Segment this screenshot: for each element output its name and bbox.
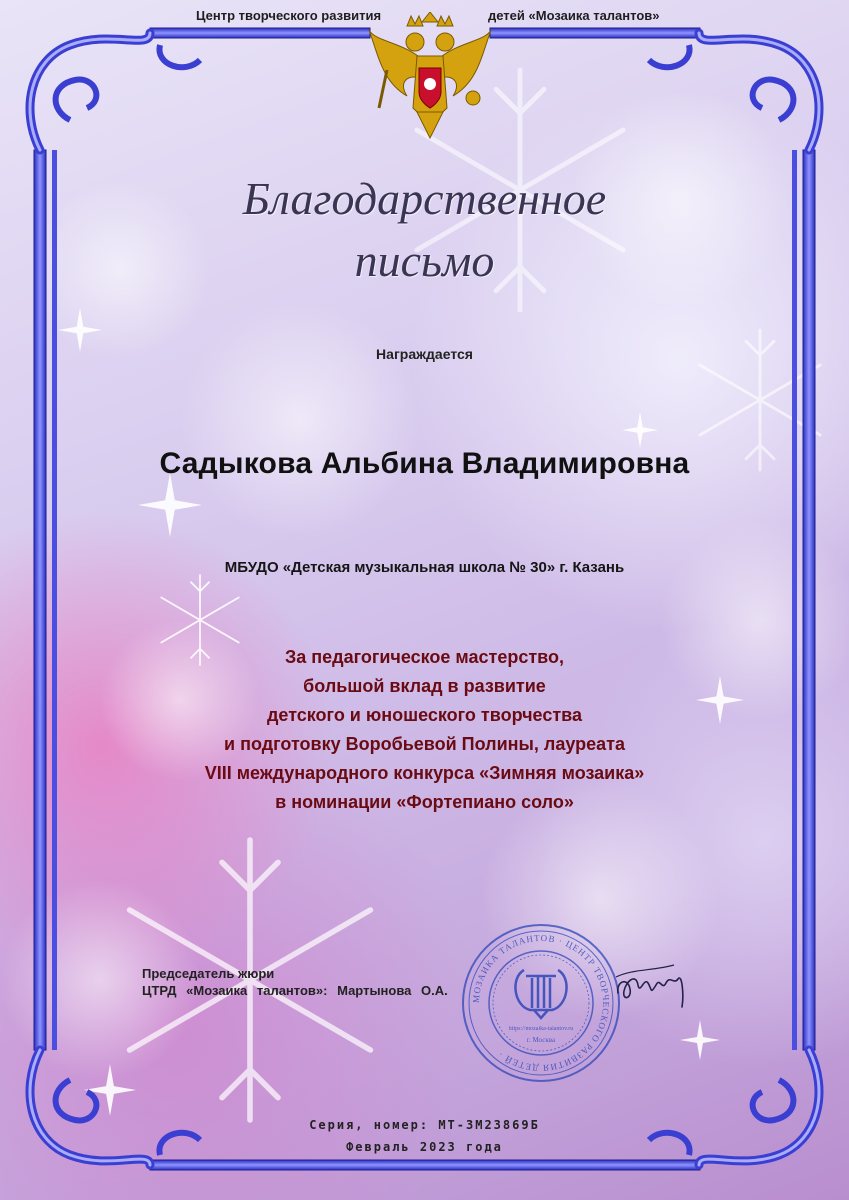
signature-title: Председатель жюри	[142, 966, 275, 981]
reason-line: большой вклад в развитие	[303, 676, 546, 696]
series-number: Серия, номер: МТ-ЗМ23869Б	[309, 1118, 540, 1132]
reason-line: VIII международного конкурса «Зимняя мозаика»	[204, 763, 645, 783]
russian-coat-of-arms-icon	[365, 12, 495, 140]
reason-line: в номинации «Фортепиано соло»	[275, 792, 574, 812]
stamp-city: г. Москва	[526, 1036, 556, 1044]
reason-line: За педагогическое мастерство,	[284, 647, 564, 667]
recipient-organization: МБУДО «Детская музыкальная школа № 30» г. Казань	[224, 559, 625, 576]
svg-text:МОЗАИКА ТАЛАНТОВ · ЦЕНТР ТВОРЧ	[471, 933, 611, 1073]
awarded-label: Награждается	[376, 346, 473, 362]
document-title	[0, 168, 849, 292]
lyre-seal-stamp-icon	[456, 918, 626, 1088]
reason-line: детского и юношеского творчества	[267, 705, 582, 725]
reason-line: и подготовку Воробьевой Полины, лауреата	[224, 734, 625, 754]
award-reason	[0, 643, 849, 817]
header-center-name-cont: детей «Мозаика талантов»	[488, 8, 660, 23]
signature-name: ЦТРД «Мозаика талантов»: Мартынова О.А.	[142, 983, 448, 998]
title-line-1: Благодарственное	[242, 173, 607, 224]
title-line-2: письмо	[354, 235, 495, 286]
recipient-name: Садыкова Альбина Владимировна	[159, 447, 690, 480]
stamp-url: https://mozaika-talantov.ru	[508, 1026, 574, 1032]
header-center-name: Центр творческого развития	[196, 8, 382, 23]
stamp-ring-text: МОЗАИКА ТАЛАНТОВ · ЦЕНТР ТВОРЧЕСКОГО РАЗВИТИЯ ДЕТЕЙ ·	[470, 932, 612, 1074]
issue-date: Февраль 2023 года	[346, 1140, 503, 1154]
signature-block	[142, 965, 448, 999]
handwritten-signature	[612, 955, 692, 1015]
